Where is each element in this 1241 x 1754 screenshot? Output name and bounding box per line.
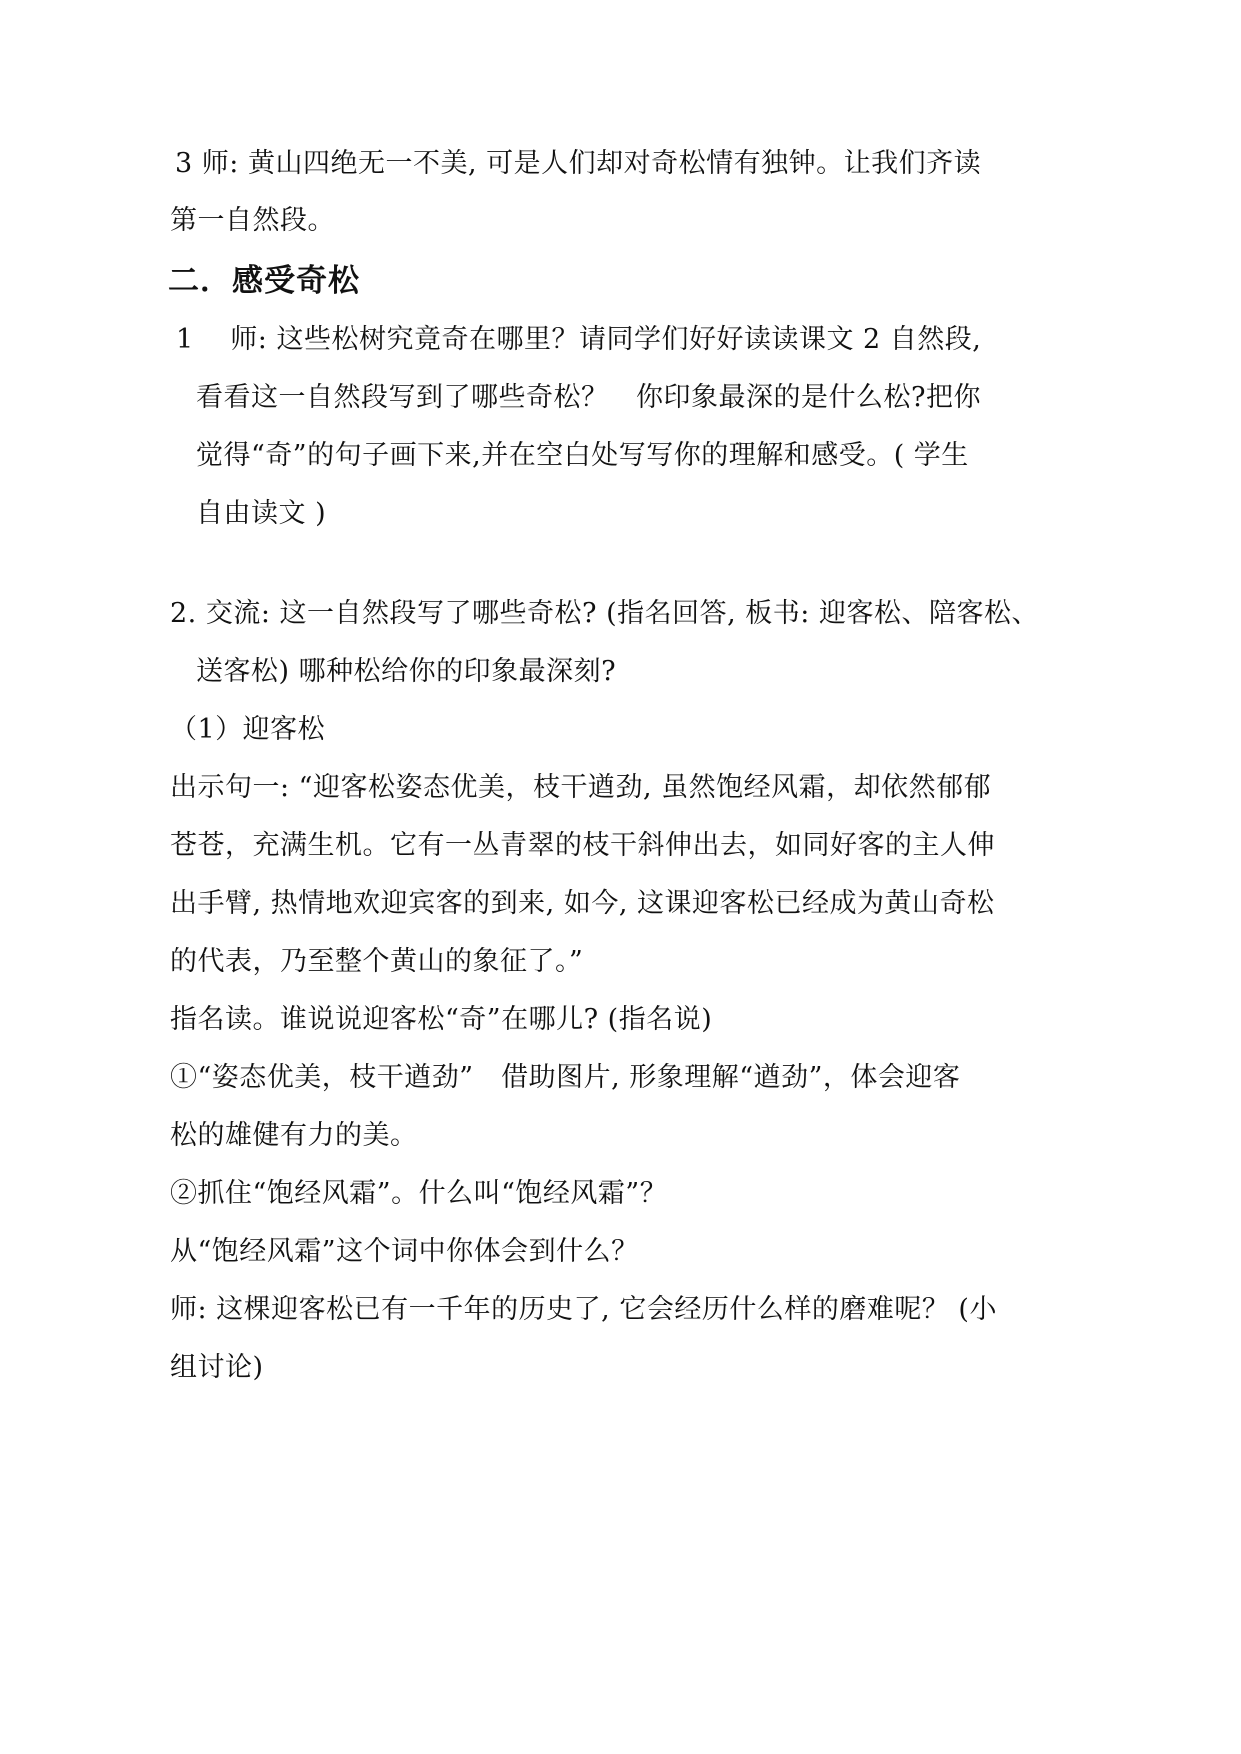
point1-line-2: 松的雄健有力的美。 <box>170 1120 418 1151</box>
intro-line-2: 第一自然段。 <box>170 205 335 236</box>
item1-line-1: 1 师: 这些松树究竟奇在哪里？请同学们好好读读课文 2 自然段, <box>176 324 982 355</box>
item1-line-2: 看看这一自然段写到了哪些奇松？ 你印象最深的是什么松?把你 <box>196 382 981 413</box>
subitem-heading: （1）迎客松 <box>170 714 326 745</box>
point1-line-1: ①“姿态优美，枝干遒劲” 借助图片, 形象理解“遒劲”，体会迎客 <box>170 1062 961 1093</box>
intro-line-1: 3 师: 黄山四绝无一不美, 可是人们却对奇松情有独钟。让我们齐读 <box>175 148 982 179</box>
item1-line-3: 觉得“奇”的句子画下来,并在空白处写写你的理解和感受。( 学生 <box>196 440 969 471</box>
quote-line-1: 出示句一: “迎客松姿态优美，枝干遒劲, 虽然饱经风霜，却依然郁郁 <box>170 772 992 803</box>
item1-line-4: 自由读文 ) <box>196 498 327 529</box>
item2-line-2: 送客松) 哪种松给你的印象最深刻? <box>196 656 617 687</box>
point2: ②抓住“饱经风霜”。什么叫“饱经风霜”？ <box>170 1178 668 1209</box>
quote-line-4: 的代表，乃至整个黄山的象征了。” <box>170 946 584 977</box>
teacher-line-1: 师: 这棵迎客松已有一千年的历史了, 它会经历什么样的磨难呢？ (小 <box>170 1294 997 1325</box>
section-heading: 二．感受奇松 <box>168 263 360 299</box>
quote-line-3: 出手臂, 热情地欢迎宾客的到来, 如今, 这课迎客松已经成为黄山奇松 <box>170 888 995 919</box>
teacher-line-2: 组讨论) <box>170 1352 264 1383</box>
question: 从“饱经风霜”这个词中你体会到什么？ <box>170 1236 639 1267</box>
item2-line-1: 2. 交流: 这一自然段写了哪些奇松? (指名回答, 板书: 迎客松、陪客松、 <box>170 598 1039 629</box>
read-prompt: 指名读。谁说说迎客松“奇”在哪儿? (指名说) <box>170 1004 713 1035</box>
quote-line-2: 苍苍，充满生机。它有一丛青翠的枝干斜伸出去，如同好客的主人伸 <box>170 830 995 861</box>
